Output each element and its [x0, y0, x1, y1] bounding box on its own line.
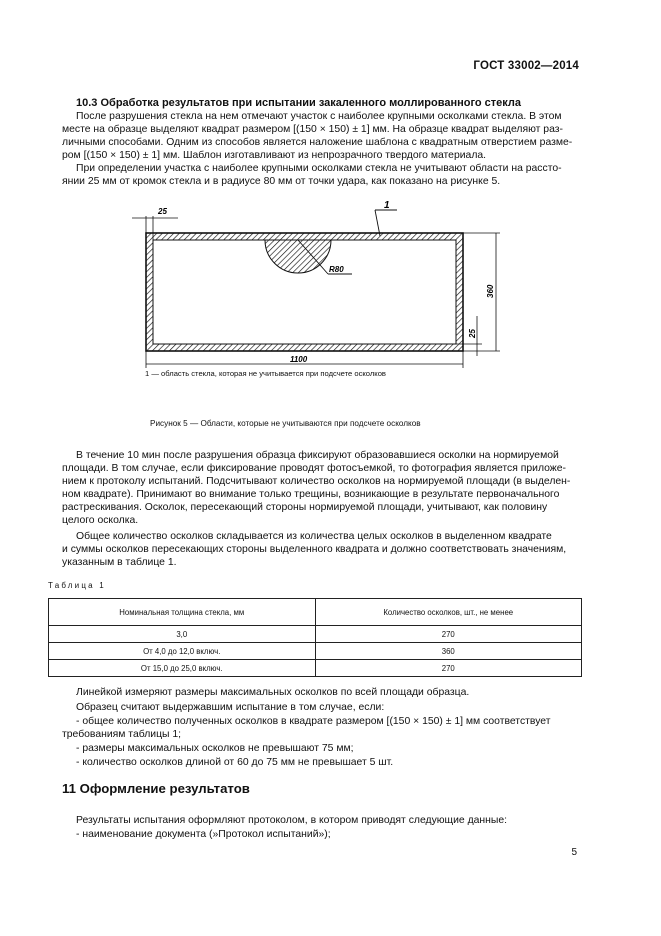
- dim-25-top: 25: [158, 207, 167, 216]
- after-table-line-1: Линейкой измеряют размеры максимальных осколков по всей площади образца.: [76, 687, 470, 698]
- table-header-count: Количество осколков, шт., не менее: [315, 599, 582, 626]
- p4-line-2: и суммы осколков пересекающих стороны выделенного квадрата и должно соответствовать значениям,: [62, 544, 567, 555]
- table-cell: 270: [315, 660, 582, 677]
- table-1-title: Таблица 1: [48, 581, 106, 590]
- table-cell: 360: [315, 643, 582, 660]
- p2-line-1: При определении участка с наиболее крупными осколками стекла не учитывают области на рассто-: [76, 163, 562, 174]
- section-10-3-title: 10.3 Обработка результатов при испытании закаленного моллированного стекла: [76, 97, 522, 109]
- section-11-title: 11 Оформление результатов: [62, 781, 250, 796]
- p4-line-3: указанным в таблице 1.: [62, 557, 177, 568]
- p3-line-3: нием к протоколу испытаний. Подсчитывают количество осколков на нормируемой площади (в выделен-: [62, 476, 571, 487]
- radius-label: R80: [329, 265, 344, 274]
- after-table-line-6: - количество осколков длиной от 60 до 75 мм не превышает 5 шт.: [76, 757, 394, 768]
- after-table-line-3: - общее количество полученных осколков в квадрате размером [(150 × 150) ± 1] мм соответствует: [76, 716, 551, 727]
- section-11-line-1: Результаты испытания оформляют протоколом, в котором приводят следующие данные:: [76, 815, 508, 826]
- table-cell: 270: [315, 626, 582, 643]
- table-header-thickness: Номинальная толщина стекла, мм: [49, 599, 316, 626]
- page-number: 5: [571, 847, 577, 858]
- p1-line-4: ром [(150 × 150) ± 1] мм. Шаблон изготавливают из непрозрачного твердого материала.: [62, 150, 487, 161]
- table-1: [48, 598, 582, 677]
- dim-1100: 1100: [290, 355, 308, 364]
- p3-line-6: целого осколка.: [62, 515, 139, 526]
- p3-line-5: растрескивания. Осколок, пересекающий стороны нормируемой площади, учитывают, как половину: [62, 502, 548, 513]
- label-1: 1: [384, 200, 390, 211]
- label-1-leader: [375, 210, 380, 236]
- figure-5-diagram: [120, 196, 520, 371]
- figure-caption: Рисунок 5 — Области, которые не учитываются при подсчете осколков: [150, 419, 421, 428]
- table-row: [49, 660, 582, 677]
- figure-legend: 1 — область стекла, которая не учитывается при подсчете осколков: [145, 369, 386, 378]
- after-table-line-5: - размеры максимальных осколков не превышают 75 мм;: [76, 743, 354, 754]
- table-cell: 3,0: [49, 626, 316, 643]
- p2-line-2: янии 25 мм от кромок стекла и в радиусе 80 мм от точки удара, как показано на рисунке 5.: [62, 176, 501, 187]
- table-cell: От 4,0 до 12,0 включ.: [49, 643, 316, 660]
- p4-line-1: Общее количество осколков складывается из количества целых осколков в выделенном квадрате: [76, 531, 552, 542]
- p1-line-2: месте на образце выделяют квадрат размером [(150 × 150) ± 1] мм. На образце квадрат выделяют раз-: [62, 124, 563, 135]
- after-table-line-2: Образец считают выдержавшим испытание в том случае, если:: [76, 702, 385, 713]
- section-11-line-2: - наименование документа (»Протокол испытаний»);: [76, 829, 331, 840]
- dim-25-right: 25: [468, 329, 477, 338]
- p3-line-2: площади. В том случае, если фиксирование проводят фотосъемкой, то фотография является приложе-: [62, 463, 567, 474]
- p1-line-1: После разрушения стекла на нем отмечают участок с наиболее крупными осколками стекла. В этом: [76, 111, 562, 122]
- p3-line-1: В течение 10 мин после разрушения образца фиксируют образовавшиеся осколки на нормируемой: [76, 450, 559, 461]
- table-row: [49, 643, 582, 660]
- after-table-line-4: требованиям таблицы 1;: [62, 729, 182, 740]
- table-row: [49, 626, 582, 643]
- dim-360: 360: [486, 284, 495, 298]
- table-cell: От 15,0 до 25,0 включ.: [49, 660, 316, 677]
- p3-line-4: ном квадрате). Принимают во внимание только трещины, возникающие в результате первоначального: [62, 489, 560, 500]
- table-header-row: [49, 599, 582, 626]
- p1-line-3: личными способами. Одним из способов является наложение шаблона с квадратным отверстием разме-: [62, 137, 573, 148]
- standard-header: ГОСТ 33002—2014: [473, 60, 579, 72]
